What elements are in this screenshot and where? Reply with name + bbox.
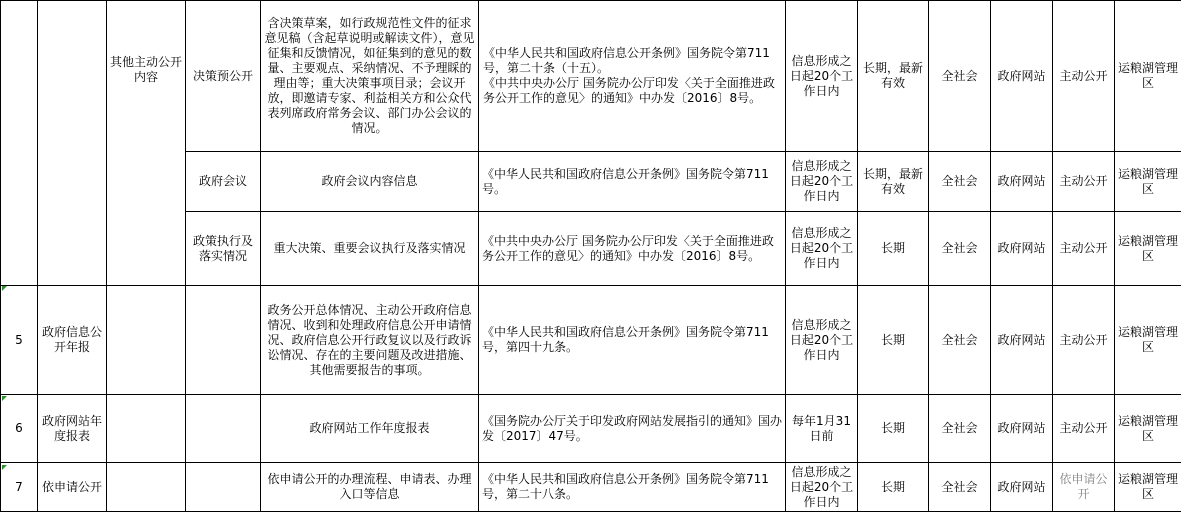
seq-cell — [1, 1, 38, 286]
time-cell: 信息形成之日起20个工作日内 — [786, 463, 858, 512]
mode-cell: 依申请公开 — [1053, 463, 1115, 512]
target-cell: 全社会 — [929, 463, 991, 512]
subsub-item-cell: 决策预公开 — [186, 1, 261, 152]
mode-cell: 主动公开 — [1053, 212, 1115, 286]
table-row — [1, 395, 1181, 463]
target-cell: 全社会 — [929, 395, 991, 463]
channel-cell: 政府网站 — [991, 212, 1053, 286]
basis-cell: 《中华人民共和国政府信息公开条例》国务院令第711号。 — [479, 152, 786, 212]
target-cell: 全社会 — [929, 286, 991, 395]
period-cell: 长期 — [858, 286, 929, 395]
time-cell: 每年1月31日前 — [786, 395, 858, 463]
table-row — [1, 286, 1181, 395]
subsub-item-cell: 政府会议 — [186, 152, 261, 212]
channel-cell: 政府网站 — [991, 152, 1053, 212]
dept-cell: 运粮湖管理区 — [1115, 212, 1181, 286]
dept-cell: 运粮湖管理区 — [1115, 395, 1181, 463]
mode-cell: 主动公开 — [1053, 286, 1115, 395]
period-cell: 长期 — [858, 212, 929, 286]
item-cell: 政府网站年度报表 — [38, 395, 107, 463]
time-cell: 信息形成之日起20个工作日内 — [786, 212, 858, 286]
subsub-item-cell — [186, 395, 261, 463]
dept-cell: 运粮湖管理区 — [1115, 463, 1181, 512]
period-cell: 长期，最新有效 — [858, 1, 929, 152]
channel-cell: 政府网站 — [991, 1, 1053, 152]
subsub-item-cell: 政策执行及落实情况 — [186, 212, 261, 286]
target-cell: 全社会 — [929, 152, 991, 212]
basis-cell: 《国务院办公厅关于印发政府网站发展指引的通知》国办发〔2017〕47号。 — [479, 395, 786, 463]
subsub-item-cell — [186, 463, 261, 512]
dept-cell: 运粮湖管理区 — [1115, 286, 1181, 395]
table-row — [1, 463, 1181, 512]
table-row — [1, 1, 1181, 152]
subsub-item-cell — [186, 286, 261, 395]
channel-cell: 政府网站 — [991, 463, 1053, 512]
basis-text: 《中华人民共和国政府信息公开条例》国务院令第711号，第二十条（十五）。 《中共中央办公厅 国务院办公厅印发〈关于全面推进政务公开工作的意见〉的通知》中办发〔2016〕8号。 — [483, 46, 775, 105]
sub-item-cell: 其他主动公开内容 — [107, 1, 186, 286]
item-cell: 政府信息公开年报 — [38, 286, 107, 395]
sub-item-cell — [107, 395, 186, 463]
time-cell: 信息形成之日起20个工作日内 — [786, 152, 858, 212]
mode-cell: 主动公开 — [1053, 1, 1115, 152]
basis-cell: 《中华人民共和国政府信息公开条例》国务院令第711号，第二十八条。 — [479, 463, 786, 512]
content-cell: 含决策草案，如行政规范性文件的征求意见稿（含起草说明或解读文件），意见征集和反馈情况，如征集到的意见的数量、主要观点、采纳情况、不予理睬的理由等；重大决策事项目录；会议开放，即邀请专家、利益相关方和公众代表列席政府常务会议、部门办公会议的情况。 — [261, 1, 479, 152]
dept-cell: 运粮湖管理区 — [1115, 1, 1181, 152]
cell-marker-icon — [2, 465, 7, 470]
content-cell: 政府网站工作年度报表 — [261, 395, 479, 463]
mode-cell: 主动公开 — [1053, 395, 1115, 463]
seq-cell: 6 — [1, 395, 38, 463]
item-cell: 依申请公开 — [38, 463, 107, 512]
content-cell: 政务公开总体情况、主动公开政府信息情况、收到和处理政府信息公开申请情况、政府信息公开行政复议以及行政诉讼情况、存在的主要问题及改进措施、其他需要报告的事项。 — [261, 286, 479, 395]
channel-cell: 政府网站 — [991, 395, 1053, 463]
mode-cell: 主动公开 — [1053, 152, 1115, 212]
sub-item-cell — [107, 463, 186, 512]
seq-cell: 7 — [1, 463, 38, 512]
cell-marker-icon — [2, 286, 7, 291]
time-cell: 信息形成之日起20个工作日内 — [786, 1, 858, 152]
time-cell: 信息形成之日起20个工作日内 — [786, 286, 858, 395]
sub-item-cell — [107, 286, 186, 395]
basis-cell: 《中华人民共和国政府信息公开条例》国务院令第711号，第四十九条。 — [479, 286, 786, 395]
item-cell — [38, 1, 107, 286]
content-cell: 重大决策、重要会议执行及落实情况 — [261, 212, 479, 286]
dept-cell: 运粮湖管理区 — [1115, 152, 1181, 212]
content-cell: 依申请公开的办理流程、申请表、办理入口等信息 — [261, 463, 479, 512]
seq-cell: 5 — [1, 286, 38, 395]
basis-cell: 《中共中央办公厅 国务院办公厅印发〈关于全面推进政务公开工作的意见〉的通知》中办发〔2016〕8号。 — [479, 212, 786, 286]
target-cell: 全社会 — [929, 212, 991, 286]
basis-cell — [479, 1, 786, 152]
period-cell: 长期 — [858, 463, 929, 512]
content-cell: 政府会议内容信息 — [261, 152, 479, 212]
cell-marker-icon — [2, 396, 7, 401]
target-cell: 全社会 — [929, 1, 991, 152]
period-cell: 长期，最新有效 — [858, 152, 929, 212]
channel-cell: 政府网站 — [991, 286, 1053, 395]
period-cell: 长期 — [858, 395, 929, 463]
